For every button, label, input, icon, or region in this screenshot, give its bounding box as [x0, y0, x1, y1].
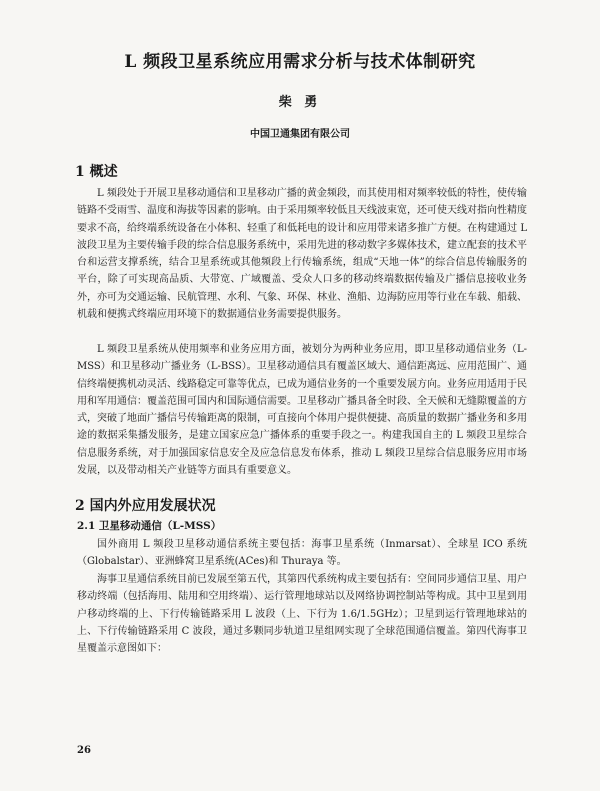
author-name: 柴 勇 [278, 95, 322, 110]
paragraph-l-mss-2: 海事卫星通信系统目前已发展至第五代，其第四代系统构成主要包括有：空间同步通信卫星、用户移动终端（包括海用、陆用和空用终端）、运行管理地球站以及网络协调控制站等构成。其中卫星到用户移动终端的上、下行传输链路采用 L 波段（上、下行为 1.6/1.5GHz）；卫星到运行管理地球站的上、下行传输链路采用 C 波段，通过多颗同步轨道卫星组网实现了全球范围通信覆盖。第四代海事卫星覆盖示意图如下： [77, 574, 527, 655]
page-number: 26 [77, 745, 91, 756]
paragraph-l-mss-1: 国外商用 L 频段卫星移动通信系统主要包括：海事卫星系统（Inmarsat）、全球星 ICO 系统（Globalstar）、亚洲蜂窝卫星系统(ACes)和 Thuraya 等。 [77, 539, 527, 568]
section-heading-overview: 1 概述 [75, 164, 118, 180]
section-heading-development-status: 2 国内外应用发展状况 [75, 498, 216, 514]
paragraph-overview-2: L 频段卫星系统从使用频率和业务应用方面，被划分为两种业务应用，即卫星移动通信业务（L-MSS）和卫星移动广播业务（L-BSS）。卫星移动通信具有覆盖区域大、通信距离远、应用范围广、通信终端便携机动灵活、线路稳定可靠等优点，已成为通信业务的一个重要发展方向。业务应用适用于民用和军用通信：覆盖范围可国内和国际通信需要。卫星移动广播具备全时段、全天候和无缝隙覆盖的方式，突破了地面广播信号传输距离的限制，可直接向个体用户提供便捷、高质量的数据广播业务和多用途的数据采集播发服务，是建立国家应急广播体系的重要手段之一。构建我国自主的 L 频段卫星综合信息服务系统，对于加强国家信息安全及应急信息发布体系，推动 L 频段卫星综合信息服务应用市场发展，以及带动相关产业链等方面具有重要意义。 [77, 344, 527, 477]
paragraph-overview-1: L 频段处于开展卫星移动通信和卫星移动广播的黄金频段，而其使用相对频率较低的特性，使传输链路不受雨雪、温度和海拔等因素的影响。由于采用频率较低且天线波束宽，还可使天线对指向性精度要求不高，给终端系统设备在小体积、轻重了和低耗电的设计和应用带来诸多推广方便。在构建通过 L 波段卫星为主要传输手段的综合信息服务系统中，采用先进的移动数字多媒体技术，建立配套的技术平台和运营支撑系统，结合卫星系统或其他频段上行传输系统，组成“天地一体”的综合信息传输服务的平台，除了可实现高品质、大带宽、广域覆盖、受众人口多的移动终端数据传输及广播信息接收业务外，亦可为交通运输、民航管理、水利、气象、环保、林业、渔船、边海防应用等行业在车载、船载、机载和便携式终端应用环境下的数据通信业务需要提供服务。 [77, 188, 527, 321]
paper-title: L 频段卫星系统应用需求分析与技术体制研究 [124, 52, 476, 72]
subsection-heading-l-mss: 2.1 卫星移动通信（L-MSS） [77, 520, 222, 532]
author-affiliation: 中国卫通集团有限公司 [250, 129, 350, 140]
